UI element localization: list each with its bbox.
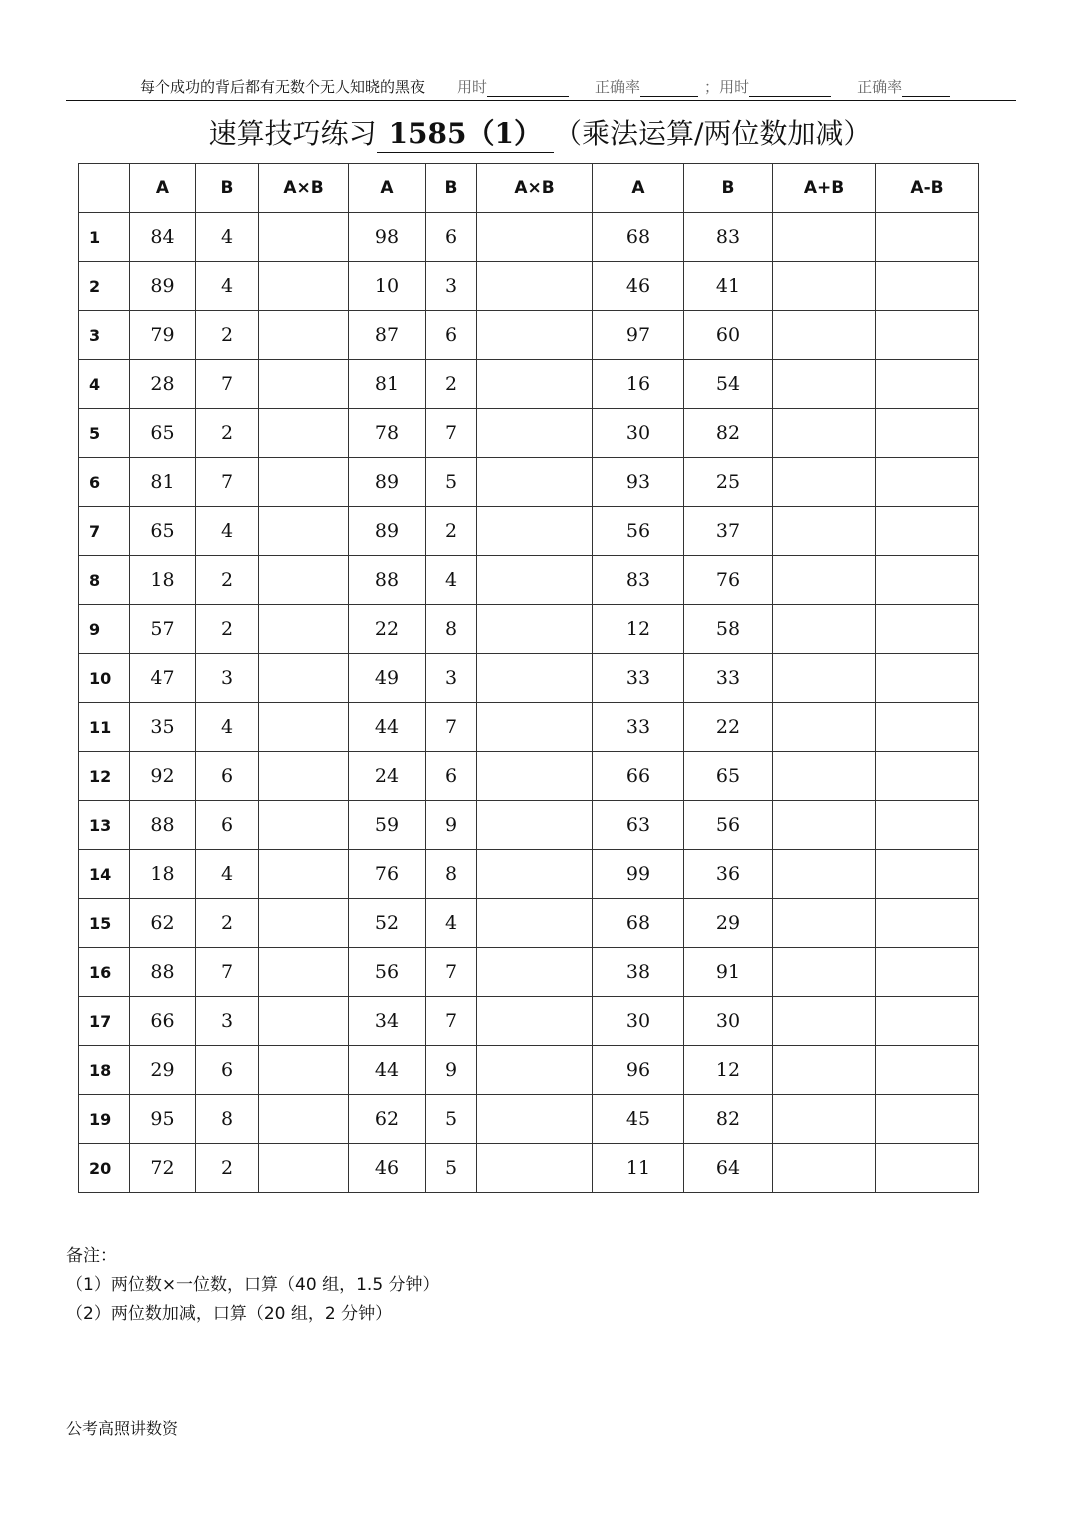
row-index: 19 xyxy=(79,1095,130,1144)
row-index: 5 xyxy=(79,409,130,458)
answer-cell[interactable] xyxy=(876,458,979,507)
value-cell: 6 xyxy=(196,1046,259,1095)
col-header: A xyxy=(130,164,196,213)
accuracy-label-2: 正确率 xyxy=(857,78,903,96)
value-cell: 30 xyxy=(684,997,773,1046)
value-cell: 64 xyxy=(684,1144,773,1193)
answer-cell[interactable] xyxy=(876,654,979,703)
answer-cell[interactable] xyxy=(259,850,349,899)
answer-cell[interactable] xyxy=(876,1046,979,1095)
value-cell: 60 xyxy=(684,311,773,360)
header-row xyxy=(79,164,979,213)
answer-cell[interactable] xyxy=(477,899,593,948)
value-cell: 46 xyxy=(349,1144,426,1193)
answer-cell[interactable] xyxy=(259,1046,349,1095)
col-header: A×B xyxy=(259,164,349,213)
answer-cell[interactable] xyxy=(477,507,593,556)
value-cell: 2 xyxy=(196,605,259,654)
value-cell: 76 xyxy=(684,556,773,605)
answer-cell[interactable] xyxy=(259,1095,349,1144)
value-cell: 16 xyxy=(593,360,684,409)
value-cell: 4 xyxy=(196,262,259,311)
value-cell: 57 xyxy=(130,605,196,654)
row-index: 3 xyxy=(79,311,130,360)
value-cell: 59 xyxy=(349,801,426,850)
value-cell: 62 xyxy=(349,1095,426,1144)
answer-cell[interactable] xyxy=(876,262,979,311)
value-cell: 10 xyxy=(349,262,426,311)
table-row xyxy=(79,507,979,556)
value-cell: 88 xyxy=(130,948,196,997)
value-cell: 4 xyxy=(426,899,477,948)
value-cell: 7 xyxy=(196,458,259,507)
title-number: 1585（1） xyxy=(377,112,554,153)
value-cell: 6 xyxy=(426,752,477,801)
table-row xyxy=(79,1046,979,1095)
answer-cell[interactable] xyxy=(477,360,593,409)
answer-cell[interactable] xyxy=(773,948,876,997)
value-cell: 68 xyxy=(593,213,684,262)
table-row xyxy=(79,703,979,752)
value-cell: 81 xyxy=(130,458,196,507)
value-cell: 72 xyxy=(130,1144,196,1193)
answer-cell[interactable] xyxy=(876,556,979,605)
value-cell: 28 xyxy=(130,360,196,409)
value-cell: 88 xyxy=(349,556,426,605)
row-index: 1 xyxy=(79,213,130,262)
col-header xyxy=(79,164,130,213)
answer-cell[interactable] xyxy=(773,1144,876,1193)
value-cell: 7 xyxy=(196,948,259,997)
time-blank-1[interactable] xyxy=(487,80,569,97)
row-index: 10 xyxy=(79,654,130,703)
col-header: A+B xyxy=(773,164,876,213)
value-cell: 88 xyxy=(130,801,196,850)
answer-cell[interactable] xyxy=(477,997,593,1046)
value-cell: 2 xyxy=(196,409,259,458)
value-cell: 4 xyxy=(196,507,259,556)
time-blank-2[interactable] xyxy=(749,80,831,97)
title-prefix: 速算技巧练习 xyxy=(208,117,377,150)
value-cell: 82 xyxy=(684,409,773,458)
answer-cell[interactable] xyxy=(259,801,349,850)
table-row xyxy=(79,899,979,948)
value-cell: 56 xyxy=(593,507,684,556)
answer-cell[interactable] xyxy=(773,213,876,262)
value-cell: 6 xyxy=(426,213,477,262)
footer-text: 公考高照讲数资 xyxy=(66,1419,179,1438)
answer-cell[interactable] xyxy=(259,556,349,605)
table-row xyxy=(79,213,979,262)
answer-cell[interactable] xyxy=(773,752,876,801)
value-cell: 76 xyxy=(349,850,426,899)
answer-cell[interactable] xyxy=(773,654,876,703)
value-cell: 22 xyxy=(349,605,426,654)
answer-cell[interactable] xyxy=(259,360,349,409)
value-cell: 4 xyxy=(196,213,259,262)
table-row xyxy=(79,556,979,605)
value-cell: 33 xyxy=(593,703,684,752)
value-cell: 83 xyxy=(593,556,684,605)
value-cell: 82 xyxy=(684,1095,773,1144)
answer-cell[interactable] xyxy=(773,997,876,1046)
notes-line-1: （1）两位数×一位数，口算（40 组，1.5 分钟） xyxy=(66,1275,440,1295)
table-row xyxy=(79,1095,979,1144)
answer-cell[interactable] xyxy=(259,409,349,458)
answer-cell[interactable] xyxy=(773,360,876,409)
value-cell: 83 xyxy=(684,213,773,262)
value-cell: 95 xyxy=(130,1095,196,1144)
value-cell: 84 xyxy=(130,213,196,262)
value-cell: 25 xyxy=(684,458,773,507)
value-cell: 12 xyxy=(684,1046,773,1095)
answer-cell[interactable] xyxy=(477,1144,593,1193)
answer-cell[interactable] xyxy=(259,899,349,948)
answer-cell[interactable] xyxy=(876,1144,979,1193)
value-cell: 93 xyxy=(593,458,684,507)
col-header: A-B xyxy=(876,164,979,213)
value-cell: 37 xyxy=(684,507,773,556)
answer-cell[interactable] xyxy=(773,703,876,752)
value-cell: 38 xyxy=(593,948,684,997)
answer-cell[interactable] xyxy=(876,997,979,1046)
header-line xyxy=(140,76,950,97)
value-cell: 6 xyxy=(426,311,477,360)
answer-cell[interactable] xyxy=(876,409,979,458)
col-header: B xyxy=(196,164,259,213)
answer-cell[interactable] xyxy=(259,948,349,997)
value-cell: 24 xyxy=(349,752,426,801)
value-cell: 58 xyxy=(684,605,773,654)
notes-line-2: （2）两位数加减，口算（20 组，2 分钟） xyxy=(66,1304,393,1324)
header-rule xyxy=(66,100,1016,101)
value-cell: 33 xyxy=(593,654,684,703)
col-header: A xyxy=(349,164,426,213)
value-cell: 8 xyxy=(196,1095,259,1144)
answer-cell[interactable] xyxy=(773,556,876,605)
value-cell: 35 xyxy=(130,703,196,752)
value-cell: 87 xyxy=(349,311,426,360)
row-index: 20 xyxy=(79,1144,130,1193)
answer-cell[interactable] xyxy=(477,311,593,360)
value-cell: 30 xyxy=(593,997,684,1046)
value-cell: 34 xyxy=(349,997,426,1046)
answer-cell[interactable] xyxy=(477,752,593,801)
value-cell: 81 xyxy=(349,360,426,409)
value-cell: 8 xyxy=(426,605,477,654)
table-row xyxy=(79,605,979,654)
accuracy-blank-2[interactable] xyxy=(902,80,950,97)
value-cell: 68 xyxy=(593,899,684,948)
table-row xyxy=(79,1144,979,1193)
table-row xyxy=(79,409,979,458)
answer-cell[interactable] xyxy=(773,458,876,507)
value-cell: 66 xyxy=(130,997,196,1046)
time-label-2: 用时 xyxy=(719,78,750,96)
answer-cell[interactable] xyxy=(773,850,876,899)
accuracy-label-1: 正确率 xyxy=(595,78,641,96)
row-index: 16 xyxy=(79,948,130,997)
title-suffix: （乘法运算/两位数加减） xyxy=(554,117,872,150)
answer-cell[interactable] xyxy=(477,556,593,605)
answer-cell[interactable] xyxy=(259,213,349,262)
value-cell: 3 xyxy=(426,262,477,311)
value-cell: 45 xyxy=(593,1095,684,1144)
value-cell: 44 xyxy=(349,1046,426,1095)
value-cell: 62 xyxy=(130,899,196,948)
value-cell: 47 xyxy=(130,654,196,703)
answer-cell[interactable] xyxy=(876,605,979,654)
answer-cell[interactable] xyxy=(876,801,979,850)
answer-cell[interactable] xyxy=(876,1095,979,1144)
value-cell: 36 xyxy=(684,850,773,899)
exercise-table xyxy=(78,163,979,1193)
table-row xyxy=(79,458,979,507)
value-cell: 12 xyxy=(593,605,684,654)
answer-cell[interactable] xyxy=(477,703,593,752)
answer-cell[interactable] xyxy=(876,360,979,409)
row-index: 2 xyxy=(79,262,130,311)
answer-cell[interactable] xyxy=(477,458,593,507)
value-cell: 96 xyxy=(593,1046,684,1095)
value-cell: 7 xyxy=(426,409,477,458)
value-cell: 89 xyxy=(130,262,196,311)
value-cell: 44 xyxy=(349,703,426,752)
col-header: B xyxy=(426,164,477,213)
value-cell: 2 xyxy=(426,360,477,409)
notes xyxy=(66,1242,440,1329)
value-cell: 49 xyxy=(349,654,426,703)
row-index: 7 xyxy=(79,507,130,556)
value-cell: 8 xyxy=(426,850,477,899)
answer-cell[interactable] xyxy=(876,213,979,262)
row-index: 14 xyxy=(79,850,130,899)
answer-cell[interactable] xyxy=(477,850,593,899)
answer-cell[interactable] xyxy=(477,801,593,850)
accuracy-blank-1[interactable] xyxy=(640,80,698,97)
row-index: 15 xyxy=(79,899,130,948)
value-cell: 6 xyxy=(196,752,259,801)
value-cell: 2 xyxy=(426,507,477,556)
table-row xyxy=(79,948,979,997)
col-header: B xyxy=(684,164,773,213)
row-index: 6 xyxy=(79,458,130,507)
value-cell: 4 xyxy=(196,850,259,899)
answer-cell[interactable] xyxy=(477,948,593,997)
value-cell: 91 xyxy=(684,948,773,997)
value-cell: 2 xyxy=(196,899,259,948)
value-cell: 7 xyxy=(426,703,477,752)
table-row xyxy=(79,752,979,801)
value-cell: 4 xyxy=(196,703,259,752)
value-cell: 52 xyxy=(349,899,426,948)
time-label-1: 用时 xyxy=(457,78,488,96)
answer-cell[interactable] xyxy=(259,262,349,311)
value-cell: 5 xyxy=(426,1144,477,1193)
answer-cell[interactable] xyxy=(876,311,979,360)
value-cell: 33 xyxy=(684,654,773,703)
answer-cell[interactable] xyxy=(876,850,979,899)
value-cell: 79 xyxy=(130,311,196,360)
answer-cell[interactable] xyxy=(259,605,349,654)
value-cell: 89 xyxy=(349,458,426,507)
value-cell: 7 xyxy=(426,948,477,997)
answer-cell[interactable] xyxy=(477,213,593,262)
answer-cell[interactable] xyxy=(773,409,876,458)
motto: 每个成功的背后都有无数个无人知晓的黑夜 xyxy=(140,78,426,96)
separator: ； xyxy=(704,78,720,96)
answer-cell[interactable] xyxy=(773,1046,876,1095)
value-cell: 99 xyxy=(593,850,684,899)
value-cell: 66 xyxy=(593,752,684,801)
row-index: 11 xyxy=(79,703,130,752)
answer-cell[interactable] xyxy=(477,409,593,458)
value-cell: 5 xyxy=(426,458,477,507)
value-cell: 22 xyxy=(684,703,773,752)
row-index: 12 xyxy=(79,752,130,801)
table-row xyxy=(79,801,979,850)
col-header: A×B xyxy=(477,164,593,213)
answer-cell[interactable] xyxy=(477,654,593,703)
answer-cell[interactable] xyxy=(876,899,979,948)
table-row xyxy=(79,997,979,1046)
value-cell: 7 xyxy=(426,997,477,1046)
value-cell: 92 xyxy=(130,752,196,801)
answer-cell[interactable] xyxy=(773,1095,876,1144)
answer-cell[interactable] xyxy=(259,458,349,507)
notes-heading: 备注： xyxy=(66,1246,117,1266)
table-row xyxy=(79,262,979,311)
value-cell: 56 xyxy=(349,948,426,997)
answer-cell[interactable] xyxy=(773,311,876,360)
value-cell: 46 xyxy=(593,262,684,311)
answer-cell[interactable] xyxy=(773,801,876,850)
value-cell: 18 xyxy=(130,556,196,605)
answer-cell[interactable] xyxy=(477,605,593,654)
row-index: 4 xyxy=(79,360,130,409)
row-index: 9 xyxy=(79,605,130,654)
answer-cell[interactable] xyxy=(259,997,349,1046)
table-row xyxy=(79,654,979,703)
answer-cell[interactable] xyxy=(259,507,349,556)
value-cell: 29 xyxy=(684,899,773,948)
answer-cell[interactable] xyxy=(259,703,349,752)
answer-cell[interactable] xyxy=(773,262,876,311)
value-cell: 7 xyxy=(196,360,259,409)
value-cell: 54 xyxy=(684,360,773,409)
value-cell: 9 xyxy=(426,1046,477,1095)
row-index: 18 xyxy=(79,1046,130,1095)
answer-cell[interactable] xyxy=(876,507,979,556)
value-cell: 3 xyxy=(196,654,259,703)
value-cell: 41 xyxy=(684,262,773,311)
value-cell: 18 xyxy=(130,850,196,899)
row-index: 17 xyxy=(79,997,130,1046)
answer-cell[interactable] xyxy=(773,507,876,556)
answer-cell[interactable] xyxy=(259,752,349,801)
answer-cell[interactable] xyxy=(773,605,876,654)
value-cell: 30 xyxy=(593,409,684,458)
value-cell: 56 xyxy=(684,801,773,850)
row-index: 13 xyxy=(79,801,130,850)
answer-cell[interactable] xyxy=(876,948,979,997)
value-cell: 98 xyxy=(349,213,426,262)
table-row xyxy=(79,311,979,360)
answer-cell[interactable] xyxy=(477,1095,593,1144)
answer-cell[interactable] xyxy=(259,311,349,360)
row-index: 8 xyxy=(79,556,130,605)
answer-cell[interactable] xyxy=(773,899,876,948)
value-cell: 65 xyxy=(130,409,196,458)
value-cell: 3 xyxy=(426,654,477,703)
value-cell: 89 xyxy=(349,507,426,556)
value-cell: 2 xyxy=(196,556,259,605)
value-cell: 65 xyxy=(130,507,196,556)
answer-cell[interactable] xyxy=(477,1046,593,1095)
answer-cell[interactable] xyxy=(876,703,979,752)
value-cell: 2 xyxy=(196,311,259,360)
value-cell: 97 xyxy=(593,311,684,360)
value-cell: 11 xyxy=(593,1144,684,1193)
value-cell: 4 xyxy=(426,556,477,605)
page-title xyxy=(0,112,1080,153)
value-cell: 29 xyxy=(130,1046,196,1095)
value-cell: 78 xyxy=(349,409,426,458)
value-cell: 65 xyxy=(684,752,773,801)
value-cell: 3 xyxy=(196,997,259,1046)
answer-cell[interactable] xyxy=(876,752,979,801)
value-cell: 6 xyxy=(196,801,259,850)
value-cell: 5 xyxy=(426,1095,477,1144)
value-cell: 63 xyxy=(593,801,684,850)
value-cell: 9 xyxy=(426,801,477,850)
col-header: A xyxy=(593,164,684,213)
answer-cell[interactable] xyxy=(259,654,349,703)
table-row xyxy=(79,360,979,409)
value-cell: 2 xyxy=(196,1144,259,1193)
answer-cell[interactable] xyxy=(259,1144,349,1193)
table-row xyxy=(79,850,979,899)
answer-cell[interactable] xyxy=(477,262,593,311)
